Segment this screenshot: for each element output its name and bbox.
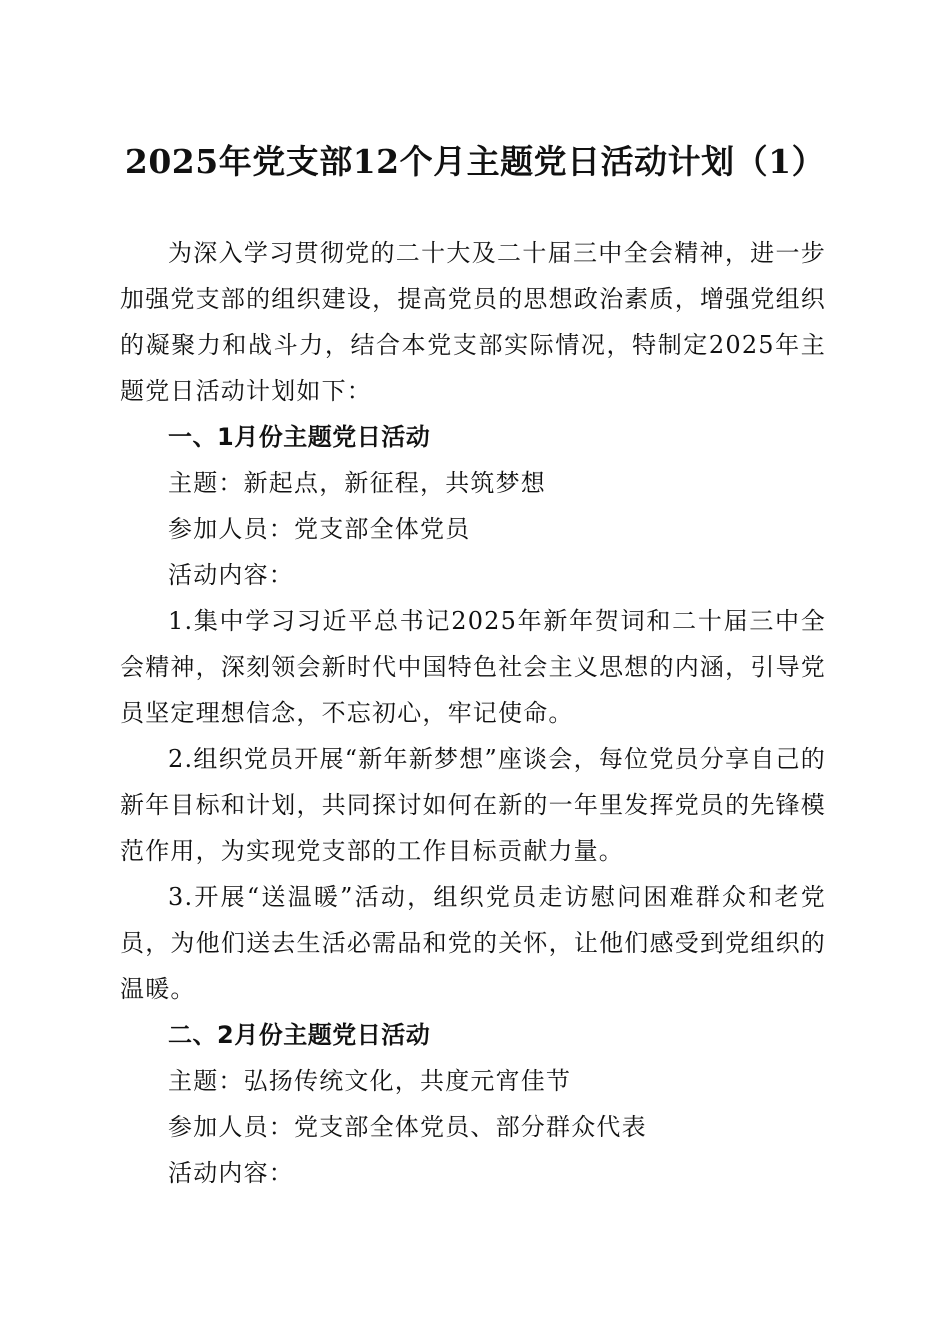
document-title: 2025年党支部12个月主题党日活动计划（1）	[124, 142, 826, 181]
participants-line: 参加人员：党支部全体党员	[168, 515, 471, 543]
theme-line: 主题：新起点，新征程，共筑梦想	[168, 469, 546, 497]
participants-line: 参加人员：党支部全体党员、部分群众代表	[168, 1113, 647, 1141]
document-body	[120, 230, 826, 1196]
theme-line: 主题：弘扬传统文化，共度元宵佳节	[168, 1067, 572, 1095]
section-heading-january: 一、1月份主题党日活动	[168, 423, 431, 451]
activity-item: 3.开展“送温暖”活动，组织党员走访慰问困难群众和老党员，为他们送去生活必需品和党的关怀，让他们感受到党组织的温暖。	[120, 883, 826, 1003]
section-heading-february: 二、2月份主题党日活动	[168, 1021, 431, 1049]
content-label: 活动内容：	[168, 561, 294, 589]
content-label: 活动内容：	[168, 1159, 294, 1187]
activity-item: 2.组织党员开展“新年新梦想”座谈会，每位党员分享自己的新年目标和计划，共同探讨如何在新的一年里发挥党员的先锋模范作用，为实现党支部的工作目标贡献力量。	[120, 745, 826, 865]
intro-paragraph: 为深入学习贯彻党的二十大及二十届三中全会精神，进一步加强党支部的组织建设，提高党员的思想政治素质，增强党组织的凝聚力和战斗力，结合本党支部实际情况，特制定2025年主题党日活动计划如下：	[120, 239, 826, 405]
activity-item: 1.集中学习习近平总书记2025年新年贺词和二十届三中全会精神，深刻领会新时代中国特色社会主义思想的内涵，引导党员坚定理想信念，不忘初心，牢记使命。	[120, 607, 826, 727]
